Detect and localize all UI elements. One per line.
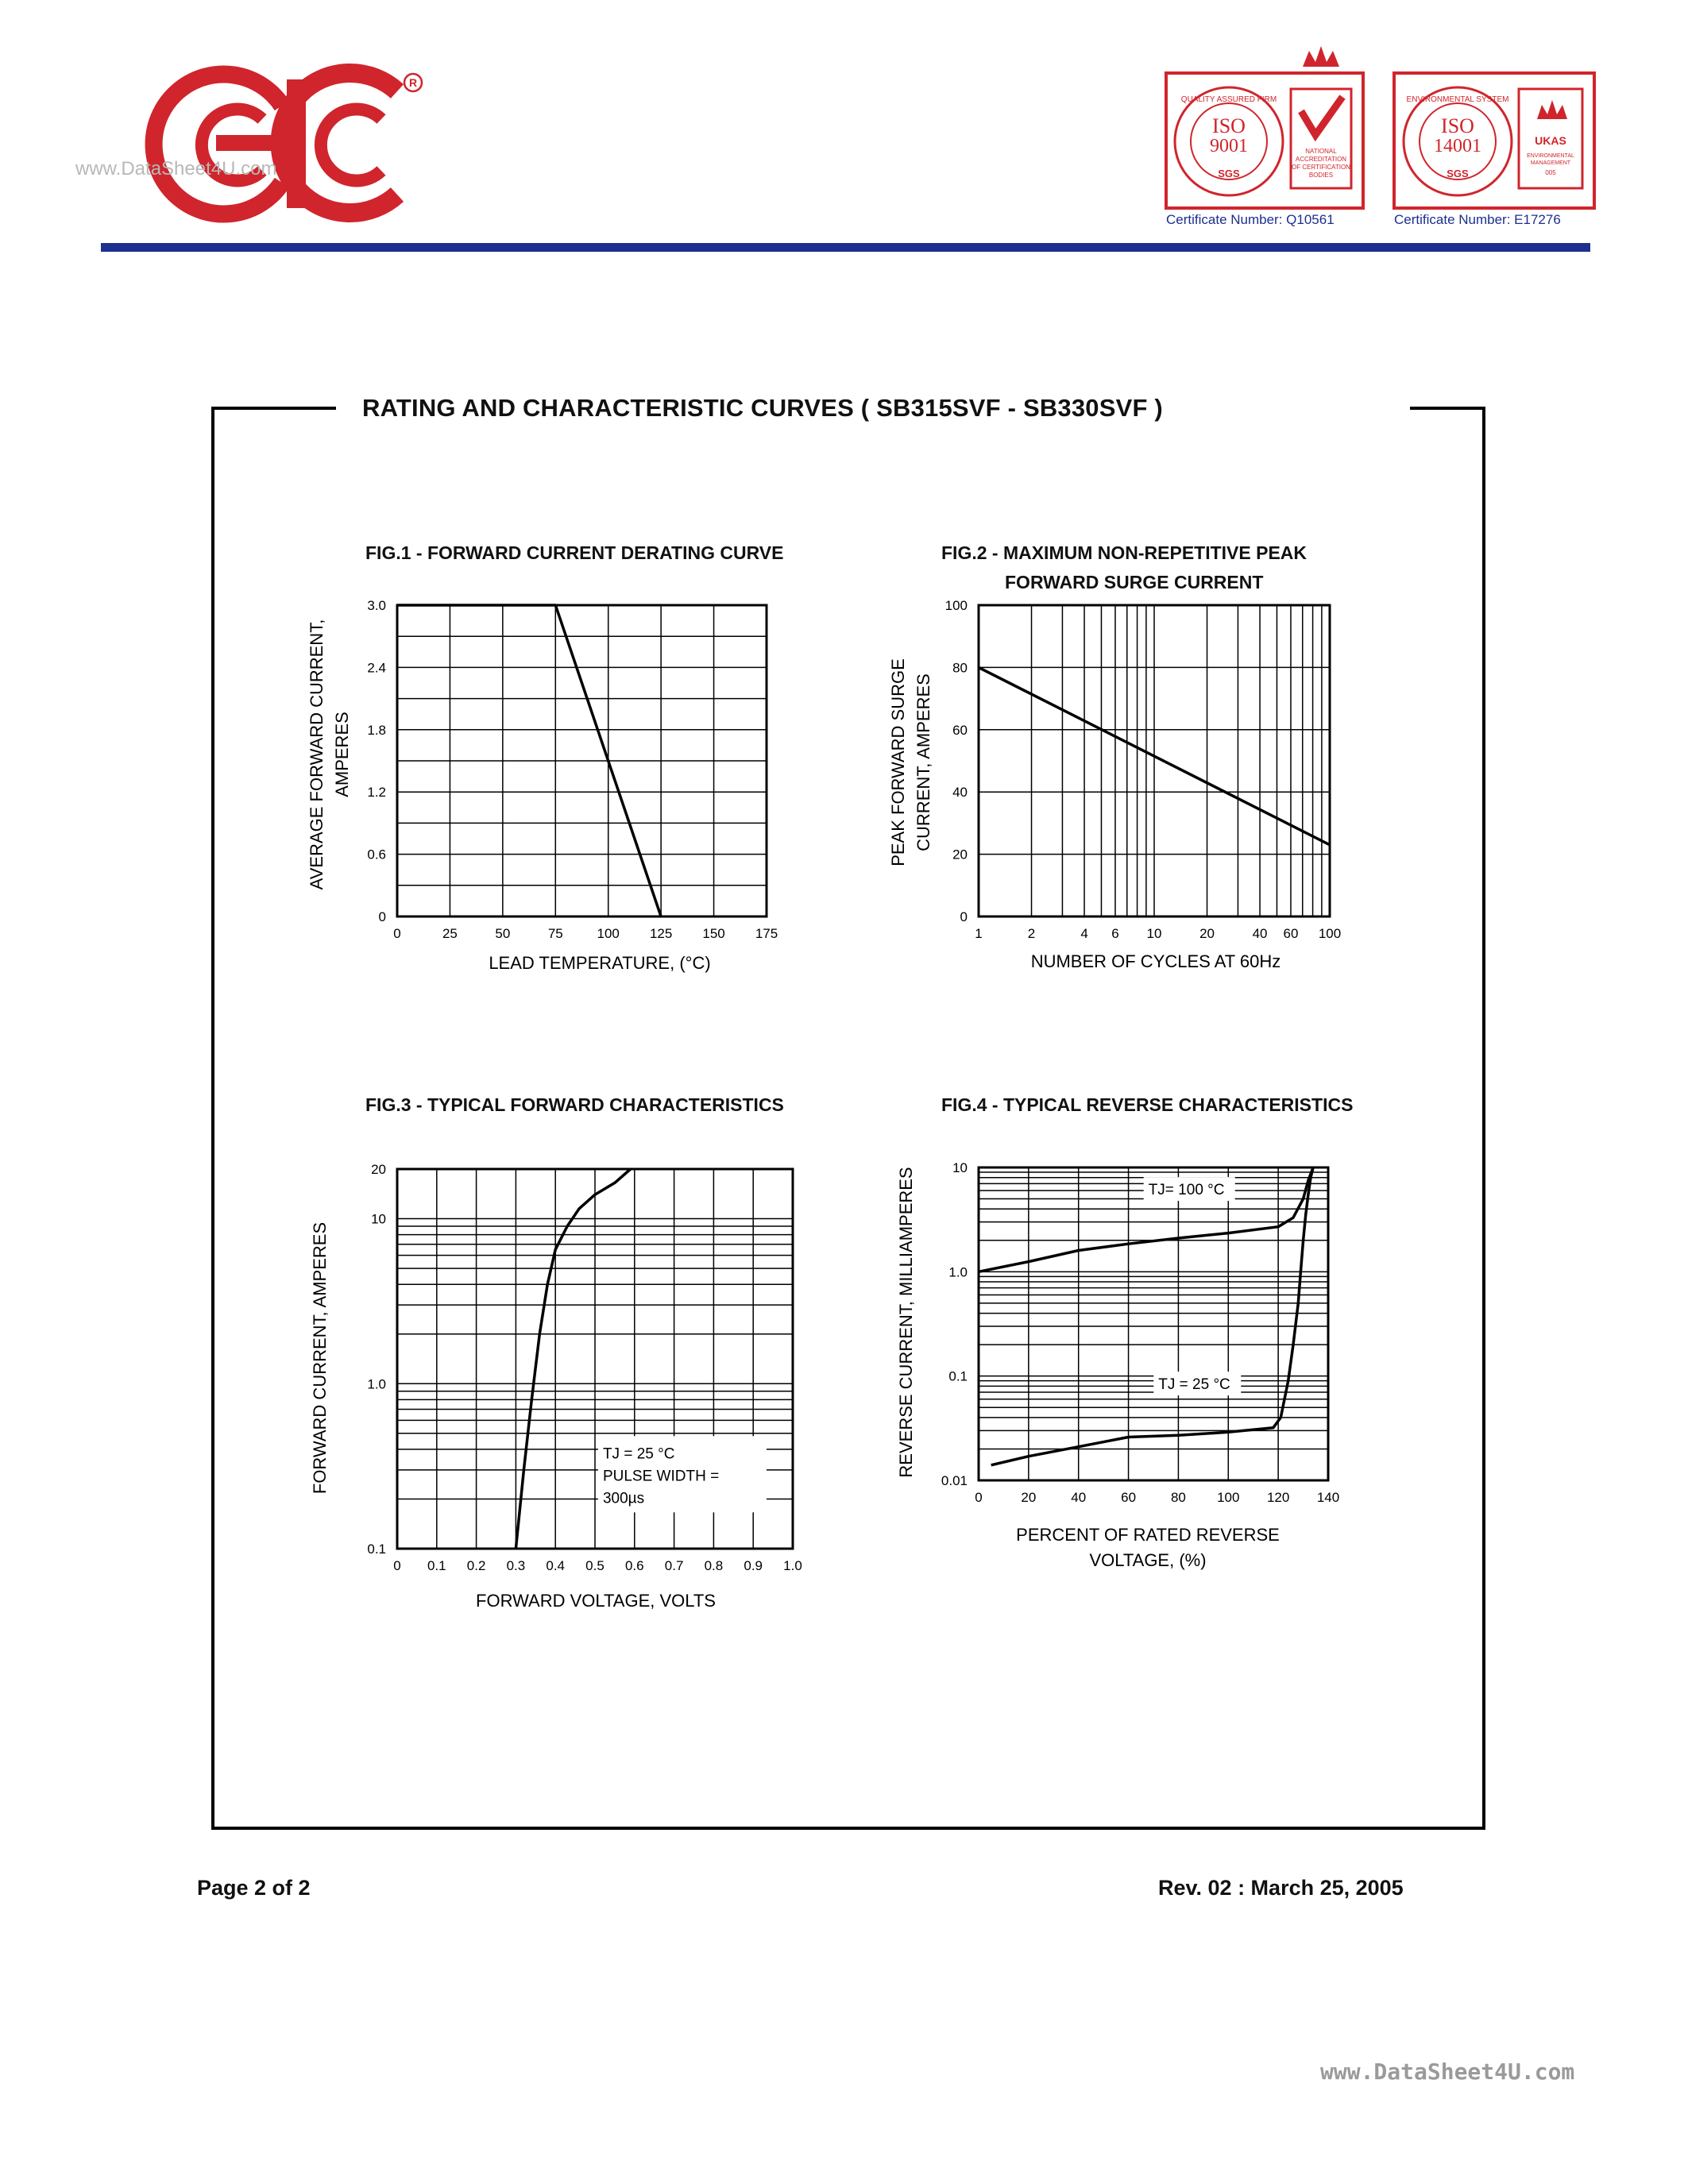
x-tick-label: 175 <box>755 926 778 941</box>
x-tick-label: 1 <box>975 926 983 941</box>
fig3-title: FIG.3 - TYPICAL FORWARD CHARACTERISTICS <box>365 1094 784 1115</box>
x-axis-label: NUMBER OF CYCLES AT 60Hz <box>1030 951 1281 971</box>
svg-text:9001: 9001 <box>1210 136 1248 156</box>
x-tick-label: 20 <box>1021 1490 1037 1505</box>
svg-text:UKAS: UKAS <box>1535 134 1566 147</box>
svg-text:MANAGEMENT: MANAGEMENT <box>1530 160 1571 166</box>
fig2-title-line2: FORWARD SURGE CURRENT <box>1005 572 1264 592</box>
x-tick-label: 0.4 <box>546 1558 566 1573</box>
svg-text:14001: 14001 <box>1434 136 1481 156</box>
note-line: PULSE WIDTH = <box>602 1468 720 1485</box>
svg-text:SGS: SGS <box>1218 168 1240 179</box>
y-tick-label: 2.4 <box>367 660 386 676</box>
plot-frame <box>979 1167 1328 1480</box>
svg-text:R: R <box>408 76 418 89</box>
grid <box>979 605 1330 916</box>
x-tick-label: 80 <box>1170 1490 1186 1505</box>
svg-text:NATIONAL: NATIONAL <box>1305 148 1337 155</box>
note-line: TJ = 25 °C <box>602 1445 675 1463</box>
y-axis-label: REVERSE CURRENT, MILLIAMPERES <box>896 1167 916 1478</box>
x-tick-label: 120 <box>1266 1490 1290 1505</box>
fig1-title: FIG.1 - FORWARD CURRENT DERATING CURVE <box>365 542 784 563</box>
x-tick-label: 0.2 <box>466 1558 486 1573</box>
x-tick-label: 0 <box>975 1490 983 1505</box>
x-axis-label: FORWARD VOLTAGE, VOLTS <box>476 1591 716 1611</box>
y-axis-label-1: PEAK FORWARD SURGE <box>888 658 908 866</box>
x-tick-label: 6 <box>1111 926 1119 941</box>
x-axis-label-1: PERCENT OF RATED REVERSE <box>1016 1525 1280 1545</box>
x-tick-label: 100 <box>597 926 620 941</box>
x-axis-label-2: VOLTAGE, (%) <box>1089 1550 1207 1570</box>
x-tick-label: 40 <box>1071 1490 1087 1505</box>
y-tick-label: 0.01 <box>941 1473 968 1488</box>
svg-text:ACCREDITATION: ACCREDITATION <box>1295 156 1347 163</box>
y-tick-label: 0 <box>960 909 968 924</box>
x-tick-label: 2 <box>1027 926 1036 941</box>
fig4-chart <box>874 1144 1390 1592</box>
x-tick-label: 20 <box>1199 926 1215 941</box>
x-tick-label: 4 <box>1080 926 1088 941</box>
y-tick-label: 0.1 <box>367 1542 386 1557</box>
svg-text:005: 005 <box>1545 169 1556 176</box>
x-tick-label: 100 <box>1318 926 1342 941</box>
x-tick-label: 125 <box>649 926 673 941</box>
svg-text:SGS: SGS <box>1447 168 1469 179</box>
x-tick-label: 100 <box>1217 1490 1240 1505</box>
y-tick-label: 1.0 <box>948 1264 968 1280</box>
x-axis-label: LEAD TEMPERATURE, (°C) <box>489 953 711 973</box>
x-tick-label: 0.9 <box>744 1558 763 1573</box>
svg-text:ENVIRONMENTAL: ENVIRONMENTAL <box>1527 153 1574 159</box>
y-tick-label: 1.2 <box>367 785 386 801</box>
x-tick-label: 0.6 <box>624 1558 644 1573</box>
certificate-number-14001: Certificate Number: E17276 <box>1394 212 1561 227</box>
fig2-title-line1: FIG.2 - MAXIMUM NON-REPETITIVE PEAK <box>941 542 1308 563</box>
fig1-chart <box>294 588 810 989</box>
y-axis-label: FORWARD CURRENT, AMPERES <box>310 1221 330 1495</box>
x-tick-label: 150 <box>702 926 725 941</box>
revision-date: Rev. 02 : March 25, 2005 <box>1158 1876 1404 1900</box>
x-tick-label: 0.5 <box>585 1558 605 1573</box>
series-label-100c: TJ= 100 °C <box>1148 1182 1225 1199</box>
series-label-25c: TJ = 25 °C <box>1158 1376 1230 1394</box>
svg-text:BODIES: BODIES <box>1308 172 1334 179</box>
fig4-title: FIG.4 - TYPICAL REVERSE CHARACTERISTICS <box>941 1094 1354 1115</box>
y-axis-label-2: CURRENT, AMPERES <box>914 673 933 851</box>
fig3-chart <box>294 1144 810 1624</box>
grid <box>979 1167 1328 1480</box>
x-tick-label: 50 <box>495 926 511 941</box>
x-tick-label: 1.0 <box>783 1558 802 1573</box>
y-tick-label: 1.0 <box>367 1376 386 1392</box>
x-tick-label: 60 <box>1283 926 1299 941</box>
x-tick-label: 25 <box>442 926 458 941</box>
footer-watermark: www.DataSheet4U.com <box>1320 2059 1575 2085</box>
x-tick-label: 0.1 <box>427 1558 446 1573</box>
svg-text:ISO: ISO <box>1212 114 1246 137</box>
fig2-chart <box>874 588 1390 989</box>
y-tick-label: 10 <box>371 1211 386 1227</box>
x-tick-label: 10 <box>1146 926 1162 941</box>
svg-text:ISO: ISO <box>1441 114 1474 137</box>
y-tick-label: 60 <box>952 722 968 738</box>
page-title: RATING AND CHARACTERISTIC CURVES ( SB315SVF - SB330SVF ) <box>362 394 1163 422</box>
page-number: Page 2 of 2 <box>197 1876 311 1900</box>
y-tick-label: 10 <box>952 1160 968 1175</box>
note-line: 300µs <box>602 1490 645 1507</box>
y-tick-label: 20 <box>371 1162 386 1177</box>
x-tick-label: 40 <box>1252 926 1268 941</box>
x-tick-label: 60 <box>1121 1490 1137 1505</box>
certificate-number-9001: Certificate Number: Q10561 <box>1166 212 1335 227</box>
y-tick-label: 0 <box>378 909 386 924</box>
y-tick-label: 0.6 <box>367 847 386 862</box>
y-tick-label: 80 <box>952 660 968 676</box>
y-tick-label: 0.1 <box>948 1368 968 1384</box>
grid <box>397 605 767 916</box>
y-tick-label: 20 <box>952 847 968 862</box>
svg-text:OF CERTIFICATION: OF CERTIFICATION <box>1292 164 1350 171</box>
series-line-2 <box>991 1167 1313 1465</box>
x-tick-label: 75 <box>547 926 563 941</box>
y-axis-label-1: AVERAGE FORWARD CURRENT, <box>307 619 326 890</box>
x-tick-label: 0 <box>393 926 401 941</box>
svg-text:QUALITY ASSURED FIRM: QUALITY ASSURED FIRM <box>1180 95 1277 104</box>
x-tick-label: 0.8 <box>704 1558 724 1573</box>
y-tick-label: 3.0 <box>367 598 386 613</box>
x-tick-label: 0.7 <box>664 1558 684 1573</box>
header-watermark: www.DataSheet4U.com <box>75 158 277 179</box>
x-tick-label: 0.3 <box>506 1558 526 1573</box>
y-axis-label-2: AMPERES <box>332 712 352 797</box>
y-tick-label: 40 <box>952 785 968 801</box>
y-tick-label: 1.8 <box>367 722 386 738</box>
y-tick-label: 100 <box>944 598 968 613</box>
x-tick-label: 140 <box>1316 1490 1340 1505</box>
x-tick-label: 0 <box>393 1558 401 1573</box>
svg-text:ENVIRONMENTAL SYSTEM: ENVIRONMENTAL SYSTEM <box>1406 95 1509 104</box>
